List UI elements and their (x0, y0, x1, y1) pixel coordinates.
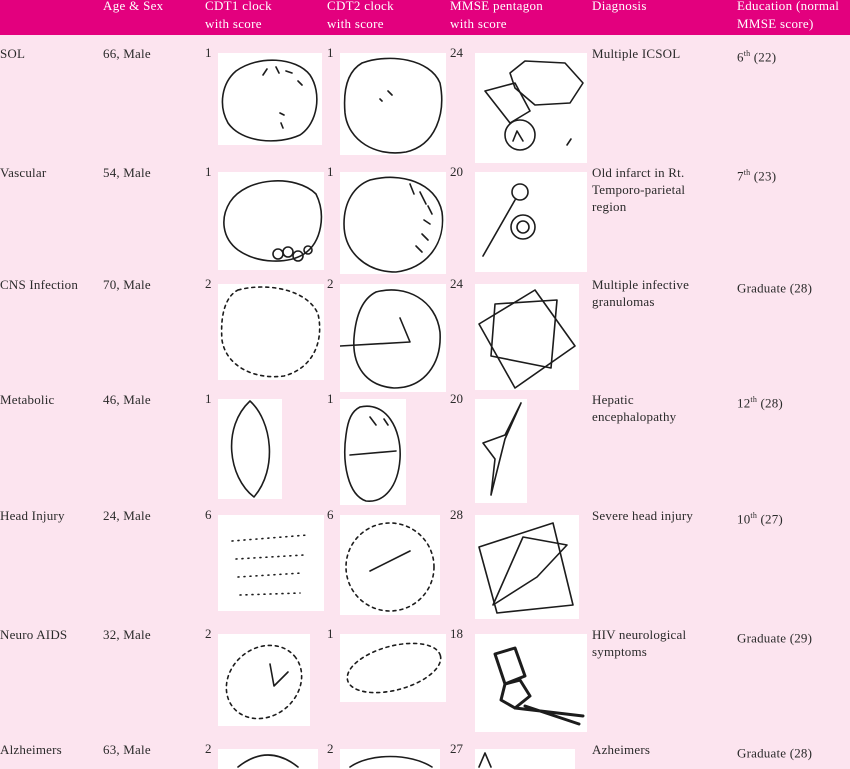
table-header (0, 0, 850, 35)
mmse-score: 28 (450, 507, 463, 522)
mmse-score: 20 (450, 164, 463, 179)
cdt1-clock-drawing (218, 284, 324, 380)
cdt1-score: 1 (205, 45, 212, 60)
cdt1-score: 2 (205, 741, 212, 756)
cdt2-clock-drawing (340, 515, 440, 615)
mmse-pentagon-drawing (475, 399, 527, 503)
cdt2-score: 2 (327, 741, 334, 756)
row-diagnosis: Severe head injury (592, 508, 694, 523)
row-diagnosis: Azheimers (592, 742, 651, 757)
header-cdt2: CDT2 clock with score (327, 0, 394, 31)
header-education: Education (normal MMSE score) (737, 0, 840, 31)
row-age-sex: 46, Male (103, 392, 151, 407)
cdt2-score: 1 (327, 626, 334, 641)
row-diagnosis: Multiple ICSOL (592, 46, 681, 61)
mmse-score: 18 (450, 626, 463, 641)
cdt2-score: 1 (327, 45, 334, 60)
cdt1-score: 2 (205, 276, 212, 291)
mmse-score: 24 (450, 45, 463, 60)
row-age-sex: 24, Male (103, 508, 151, 523)
row-category: Vascular (0, 165, 47, 180)
cdt1-score: 1 (205, 164, 212, 179)
row-diagnosis: Old infarct in Rt. Temporo-parietal region (592, 165, 686, 214)
row-diagnosis: Multiple infective granulomas (592, 277, 690, 309)
row-age-sex: 32, Male (103, 627, 151, 642)
row-age-sex: 66, Male (103, 46, 151, 61)
row-category: CNS Infection (0, 277, 79, 292)
cdt1-clock-drawing (218, 53, 322, 145)
row-education: 7th (23) (737, 168, 777, 184)
mmse-pentagon-drawing (475, 515, 579, 619)
row-category: Head Injury (0, 508, 65, 523)
cdt2-clock-drawing (340, 399, 406, 505)
row-category: Neuro AIDS (0, 627, 68, 642)
row-education: 10th (27) (737, 511, 783, 527)
row-education: 6th (22) (737, 49, 777, 65)
mmse-score: 20 (450, 391, 463, 406)
row-education: Graduate (29) (737, 630, 813, 646)
cdt2-score: 6 (327, 507, 334, 522)
mmse-pentagon-drawing (475, 284, 579, 390)
mmse-score: 27 (450, 741, 463, 756)
row-education: 12th (28) (737, 395, 783, 411)
row-category: SOL (0, 46, 26, 61)
cdt2-clock-drawing (340, 53, 446, 155)
cdt2-clock-drawing (340, 172, 446, 274)
mmse-pentagon-drawing (475, 172, 587, 272)
row-age-sex: 54, Male (103, 165, 151, 180)
cdt1-score: 1 (205, 391, 212, 406)
row-diagnosis: Hepatic encephalopathy (592, 392, 677, 424)
cdt1-clock-drawing (218, 399, 282, 499)
mmse-pentagon-drawing (475, 749, 575, 769)
row-category: Metabolic (0, 392, 55, 407)
cdt1-clock-drawing (218, 749, 318, 769)
header-cdt1: CDT1 clock with score (205, 0, 272, 31)
cdt2-clock-drawing (340, 284, 446, 392)
header-mmse: MMSE pentagon with score (450, 0, 544, 31)
cdt2-clock-drawing (340, 634, 446, 702)
cdt2-score: 1 (327, 164, 334, 179)
cdt1-clock-drawing (218, 634, 310, 726)
row-age-sex: 70, Male (103, 277, 151, 292)
cdt1-clock-drawing (218, 515, 324, 611)
cdt2-clock-drawing (340, 749, 440, 769)
cdt1-score: 6 (205, 507, 212, 522)
header-diagnosis: Diagnosis (592, 0, 647, 13)
cdt1-score: 2 (205, 626, 212, 641)
cdt2-score: 1 (327, 391, 334, 406)
mmse-pentagon-drawing (475, 53, 587, 163)
mmse-score: 24 (450, 276, 463, 291)
row-age-sex: 63, Male (103, 742, 151, 757)
header-age-sex: Age & Sex (103, 0, 164, 13)
row-education: Graduate (28) (737, 280, 813, 296)
cdt1-clock-drawing (218, 172, 324, 270)
row-diagnosis: HIV neurological symptoms (592, 627, 687, 659)
row-category: Alzheimers (0, 742, 62, 757)
row-education: Graduate (28) (737, 745, 813, 761)
cdt2-score: 2 (327, 276, 334, 291)
mmse-pentagon-drawing (475, 634, 587, 732)
